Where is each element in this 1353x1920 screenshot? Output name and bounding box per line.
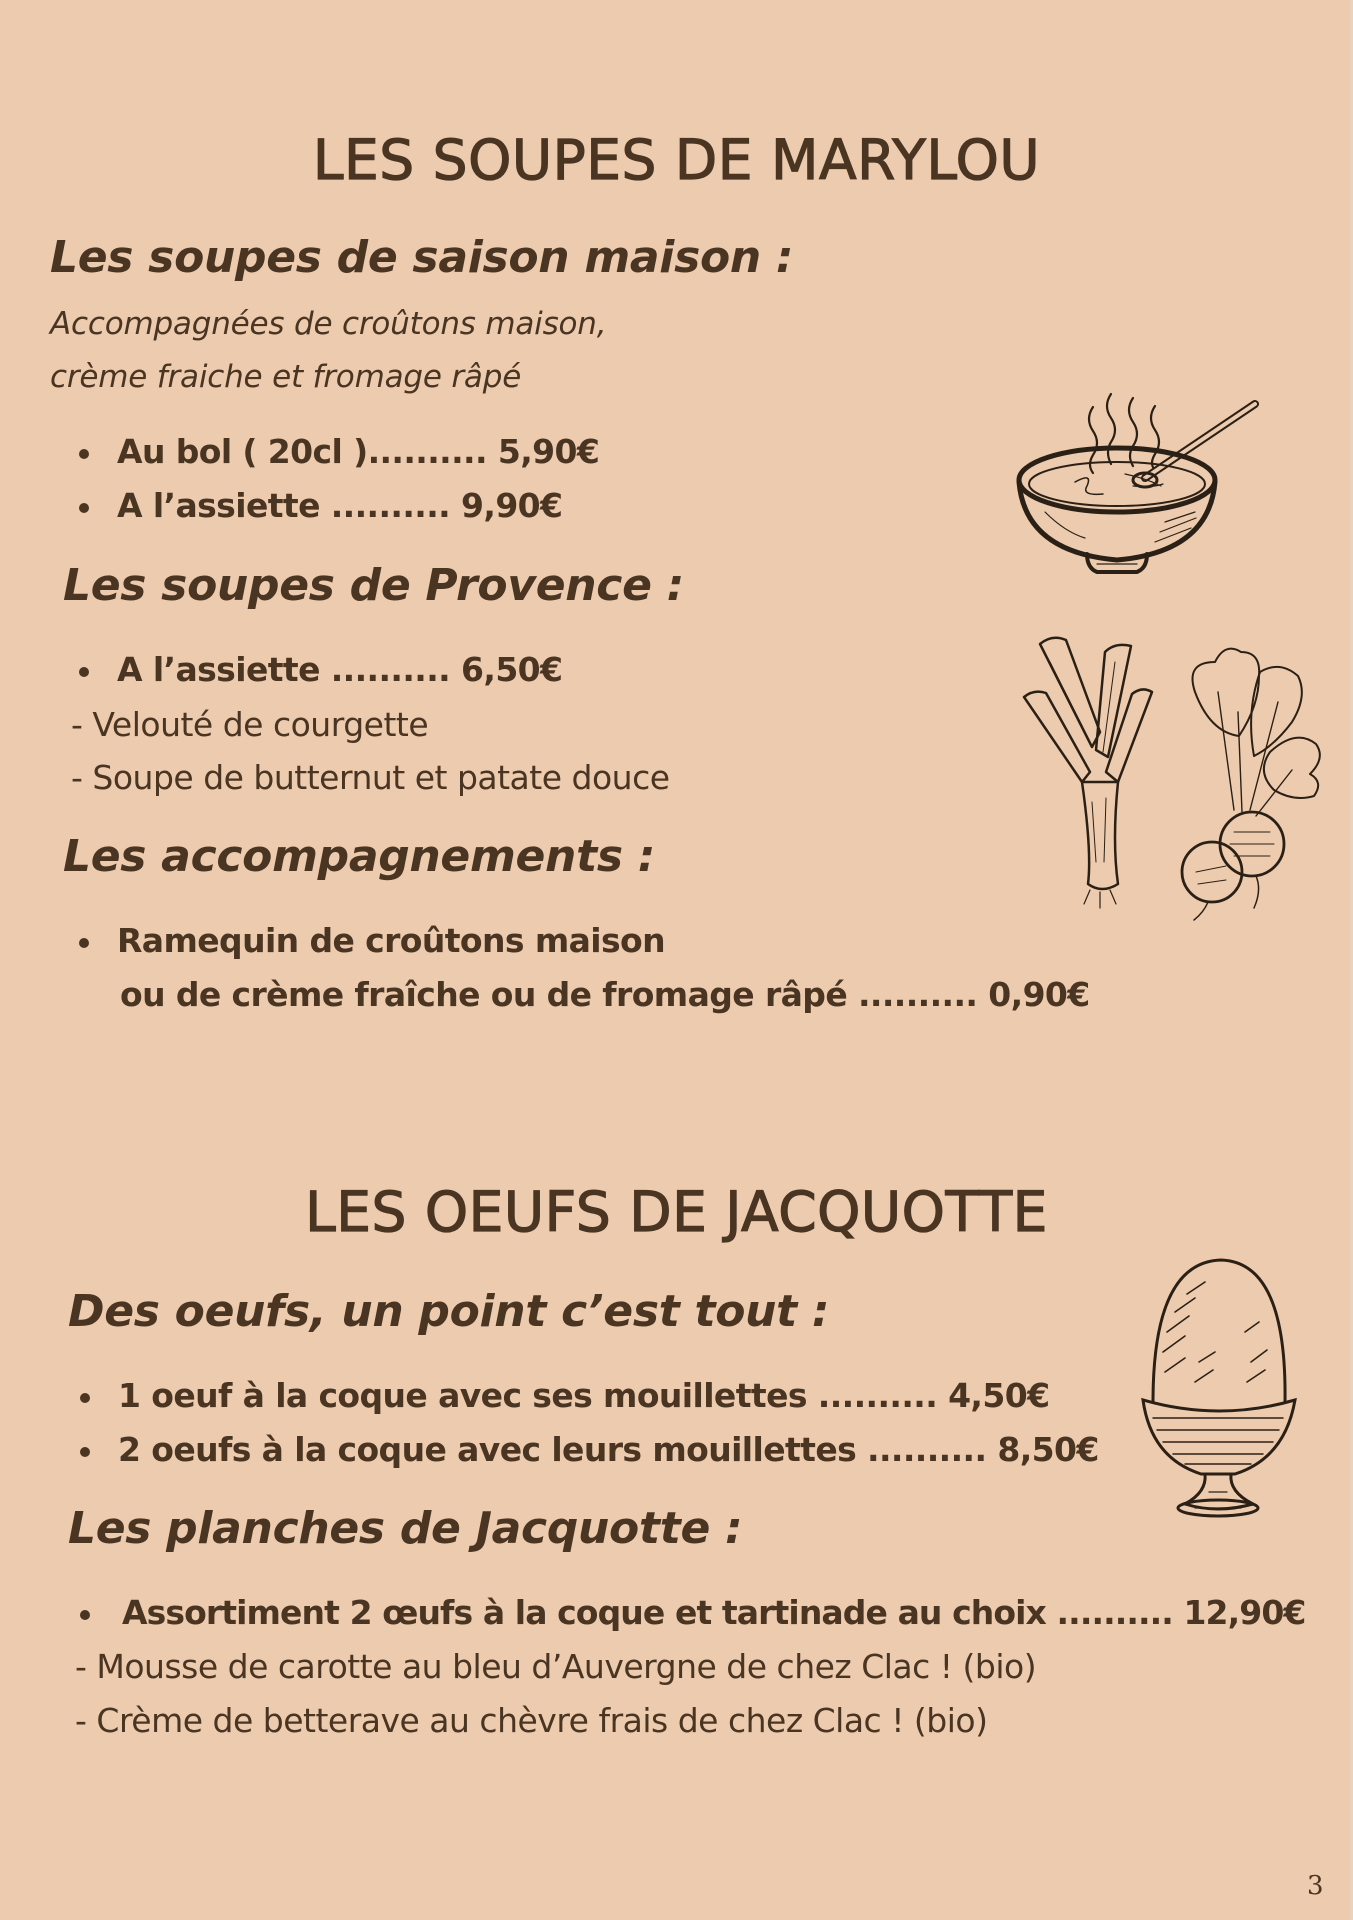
item-label: A l’assiette bbox=[117, 650, 320, 689]
bullet-icon bbox=[80, 1393, 90, 1403]
item-price: 6,50€ bbox=[461, 650, 563, 689]
variant-item: - Soupe de butternut et patate douce bbox=[71, 758, 670, 797]
item-price: 8,50€ bbox=[997, 1430, 1099, 1469]
egg-cup-illustration bbox=[1135, 1252, 1300, 1522]
leader-dots: .......... bbox=[319, 486, 451, 525]
leader-dots: .......... bbox=[367, 432, 487, 471]
description-line-1: Accompagnées de croûtons maison, bbox=[50, 306, 607, 342]
egg-cup-icon bbox=[1135, 1252, 1300, 1522]
leader-dots: .......... bbox=[319, 650, 451, 689]
item-price: 9,90€ bbox=[461, 486, 563, 525]
leek-beet-icon bbox=[1020, 622, 1330, 922]
item-price: 0,90€ bbox=[988, 975, 1090, 1014]
bullet-icon bbox=[79, 503, 89, 513]
leader-dots: .......... bbox=[1045, 1593, 1173, 1632]
item-label: A l’assiette bbox=[117, 486, 320, 525]
item-label-line2: ou de crème fraîche ou de fromage râpé bbox=[120, 975, 848, 1014]
variant-item: - Crème de betterave au chèvre frais de chez Clac ! (bio) bbox=[75, 1701, 988, 1740]
leader-dots: .......... bbox=[806, 1376, 938, 1415]
menu-item bbox=[118, 1376, 1049, 1415]
bullet-icon bbox=[79, 449, 89, 459]
menu-item bbox=[117, 650, 562, 689]
heading-des-oeufs: Des oeufs, un point c’est tout : bbox=[68, 1286, 830, 1337]
item-label: 1 oeuf à la coque avec ses mouillettes bbox=[118, 1376, 807, 1415]
leader-dots: .......... bbox=[856, 1430, 987, 1469]
heading-soupes-provence: Les soupes de Provence : bbox=[63, 560, 684, 611]
bullet-icon bbox=[80, 1447, 90, 1457]
section-title-oeufs: LES OEUFS DE JACQUOTTE bbox=[305, 1180, 1048, 1244]
item-price: 4,50€ bbox=[948, 1376, 1050, 1415]
page-number: 3 bbox=[1307, 1871, 1324, 1901]
menu-item bbox=[122, 1593, 1305, 1632]
item-label: Ramequin de croûtons maison bbox=[117, 921, 665, 960]
soup-bowl-icon bbox=[1005, 382, 1265, 572]
description-line-2: crème fraiche et fromage râpé bbox=[50, 359, 522, 395]
item-label: Au bol ( 20cl ) bbox=[117, 432, 368, 471]
heading-accompagnements: Les accompagnements : bbox=[63, 831, 656, 882]
soup-bowl-illustration bbox=[1005, 382, 1265, 572]
item-price: 12,90€ bbox=[1183, 1593, 1306, 1632]
bullet-icon bbox=[80, 1610, 90, 1620]
leek-and-beet-illustration bbox=[1020, 622, 1330, 922]
heading-planches: Les planches de Jacquotte : bbox=[68, 1503, 743, 1554]
section-title-soupes: LES SOUPES DE MARYLOU bbox=[312, 128, 1041, 192]
variant-item: - Velouté de courgette bbox=[71, 705, 429, 744]
variant-item: - Mousse de carotte au bleu d’Auvergne de chez Clac ! (bio) bbox=[75, 1647, 1037, 1686]
item-label: Assortiment 2 œufs à la coque et tartinade au choix bbox=[122, 1593, 1046, 1632]
menu-item bbox=[118, 1430, 1099, 1469]
menu-item bbox=[117, 921, 665, 960]
leader-dots: .......... bbox=[847, 975, 978, 1014]
menu-item-continuation bbox=[120, 975, 1090, 1014]
menu-item bbox=[117, 432, 599, 471]
item-price: 5,90€ bbox=[497, 432, 600, 471]
item-label: 2 oeufs à la coque avec leurs mouillettes bbox=[118, 1430, 857, 1469]
bullet-icon bbox=[79, 938, 89, 948]
bullet-icon bbox=[79, 667, 89, 677]
menu-item bbox=[117, 486, 562, 525]
heading-soupes-saison: Les soupes de saison maison : bbox=[50, 232, 794, 283]
